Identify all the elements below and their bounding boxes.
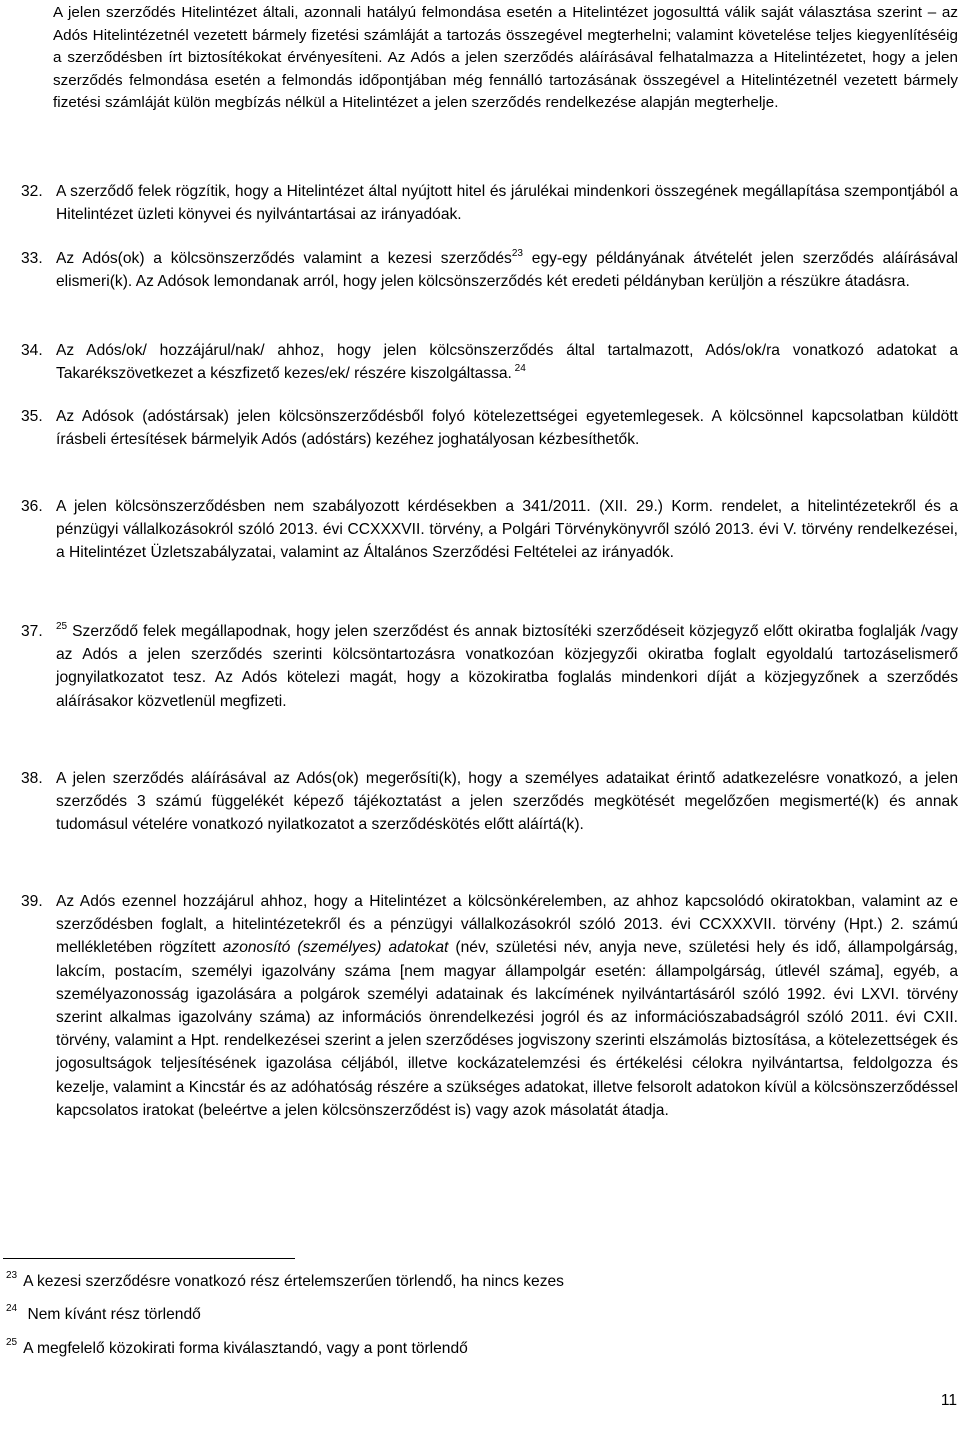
- clause-35-text: [56, 405, 958, 451]
- clause-38: [21, 767, 958, 863]
- clause-32-number: 32.: [21, 183, 43, 200]
- clause-34-body: Az Adós/ok/ hozzájárul/nak/ ahhoz, hogy jelen kölcsönszerződés által tartalmazott, Adós/ok/ra vonatkozó adatokat a Takarékszövetkezet a készfizető kezes/ek/ részére kiszolgáltassa.: [56, 342, 958, 383]
- clause-32: [21, 180, 958, 228]
- clause-34: [21, 339, 958, 387]
- clause-34-text: [56, 339, 958, 385]
- footnote-mark-25: 25: [6, 1337, 18, 1348]
- clause-32-body: A szerződő felek rögzítik, hogy a Hitelintézet által nyújtott hitel és járulékai mindenkori összegének megállapítása szempontjából a Hitelintézet üzleti könyvei és nyilvántartásai az irányadóak.: [56, 183, 958, 224]
- clause-37-number: 37.: [21, 623, 43, 640]
- footnote-ref-25: 25: [56, 621, 68, 632]
- clause-39-emphasis: azonosító (személyes) adatokat: [222, 939, 449, 957]
- clause-39: [21, 890, 958, 1190]
- clause-33-text: [56, 247, 958, 293]
- clause-39-body-a: Az Adós ezennel hozzájárul ahhoz, hogy a Hitelintézet a kölcsönkérelemben, az ahhoz kapcsolódó okiratokban, valamint az e szerződésben foglalt, a hitelintézetekről és a pénzügyi vállalkozásokról szóló 2013. évi CCXXXVII. törvény (Hpt.) 2. számú mellékletében rögzített: [56, 893, 958, 957]
- clause-35-number: 35.: [21, 408, 43, 425]
- clause-38-body: A jelen szerződés aláírásával az Adós(ok) megerősíti(k), hogy a személyes adataikat érintő adatkezelésre vonatkozó, a jelen szerződés 3 számú függelékét képező tájékoztatást a jelen szerződés megkötését megelőzően megismerté(k) és annak tudomásul vételére vonatkozó nyilatkozatot a szerződéskötés előtt aláírtá(k).: [56, 770, 958, 834]
- clause-37-body: Szerződő felek megállapodnak, hogy jelen szerződést és annak biztosítéki szerződéseit közjegyző előtt okiratba foglalják /vagy az Adós a jelen szerződés szerinti kölcsöntartozásra vonatkozóan közjegyzői okiratba foglalt egyoldalú tartozáselismerő jognyilatkozatot tesz. Az Adós kötelezi magát, hogy a közokiratba foglalás mindenkori díját a közjegyzőnek a szerződés aláírásakor közvetlenül megfizeti.: [56, 623, 958, 710]
- clause-33-body-b: egy-egy példányának átvételét jelen szerződés aláírásával elismeri(k). Az Adósok lemondanak arról, hogy jelen kölcsönszerződés két eredeti példányban kerüljön a részükre átadásra.: [56, 250, 958, 291]
- footnote-text-23: A kezesi szerződésre vonatkozó rész értelemszerűen törlendő, ha nincs kezes: [23, 1273, 564, 1290]
- clause-33-body-a: Az Adós(ok) a kölcsönszerződés valamint a kezesi szerződés: [56, 250, 512, 267]
- footnote-23: [6, 1272, 564, 1292]
- clause-38-number: 38.: [21, 770, 43, 787]
- footnote-mark-24: 24: [6, 1303, 18, 1314]
- footnote-text-25: A megfelelő közokirati forma kiválasztandó, vagy a pont törlendő: [23, 1340, 468, 1357]
- paragraph-intro-text: A jelen szerződés Hitelintézet általi, azonnali hatályú felmondása esetén a Hitelintézet jogosulttá válik saját választása szerint – az Adós Hitelintézetnél vezetett bármely fizetési számláját a tartozás összegével megterhelni; valamint követelése teljes kiegyenlítéséig a szerződésben írt biztosítékokat érvényesíteni. Az Adós a jelen szerződés aláírásával felhatalmazza a Hitelintézetet, hogy a jelen szerződés felmondása esetén a felmondás időpontjában még fennálló tartozásának összegével a Hitelintézetnél vezetett bármely fizetési számláját külön megbízás nélkül a Hitelintézet a jelen szerződés rendelkezése alapján megterhelje.: [53, 4, 958, 112]
- clause-33: [21, 247, 958, 319]
- footnote-25: [6, 1339, 468, 1359]
- footnote-24: [6, 1305, 201, 1325]
- clause-37: [21, 620, 958, 740]
- footnote-text-24: Nem kívánt rész törlendő: [23, 1306, 201, 1323]
- clause-36: [21, 495, 958, 591]
- paragraph-intro: [53, 2, 958, 115]
- clause-39-number: 39.: [21, 893, 43, 910]
- footnote-ref-23: 23: [511, 248, 523, 259]
- clause-32-text: [56, 180, 958, 226]
- clause-39-text: [56, 890, 958, 1122]
- clause-33-number: 33.: [21, 250, 43, 267]
- clause-36-body: A jelen kölcsönszerződésben nem szabályozott kérdésekben a 341/2011. (XII. 29.) Korm. rendelet, a hitelintézetekről és a pénzügyi vállalkozásokról szóló 2013. évi CCXXXVII. törvény, a Polgári Törvénykönyvről szóló 2013. évi V. törvény rendelkezései, a Hitelintézet Üzletszabályzatai, valamint az Általános Szerződési Feltételei az irányadók.: [56, 498, 958, 562]
- clause-35-body: Az Adósok (adóstársak) jelen kölcsönszerződésből folyó kötelezettségei egyetemlegesek. A kölcsönnel kapcsolatban küldött írásbeli értesítések bármelyik Adós (adóstárs) kezéhez joghatályosan kézbesíthetők.: [56, 408, 958, 449]
- footnote-ref-24: 24: [511, 363, 526, 375]
- footnote-mark-23: 23: [6, 1270, 18, 1281]
- clause-36-text: [56, 495, 958, 565]
- clause-36-number: 36.: [21, 498, 43, 515]
- clause-35: [21, 405, 958, 477]
- clause-38-text: [56, 767, 958, 837]
- clause-39-body-b: (név, születési név, anyja neve, születési hely és idő, állampolgárság, lakcím, postacím, személyi igazolvány száma [nem magyar állampolgár esetén: állampolgárság, útlevél száma], egyéb, a személyazonosság igazolására a polgárok személyi adatainak és lakcímének nyilvántartásáról szóló 1992. évi LXVI. törvény szerint alkalmas igazolvány száma) az információs önrendelkezési jogról és az információszabadságról szóló 2011. évi CXII. törvény, valamint a Hpt. rendelkezései szerint a jelen szerződéses jogviszony szerinti elszámolás biztosítása, a kötelezettségek és jogosultságok teljesítésének igazolása céljából, illetve kockázatelemzési és értékelési célokra nyilvántartsa, feldolgozza és kezelje, valamint a Kincstár és az adóhatóság részére a szükséges adatokat, illetve felsorolt adatokon kívül a kölcsönszerződéssel kapcsolatos iratokat (beleértve a jelen kölcsönszerződést is) vagy azok másolatát átadja.: [56, 939, 958, 1119]
- page-number: 11: [940, 1392, 957, 1409]
- footnote-separator: [3, 1258, 295, 1259]
- clause-34-number: 34.: [21, 342, 43, 359]
- clause-37-text: [56, 620, 958, 713]
